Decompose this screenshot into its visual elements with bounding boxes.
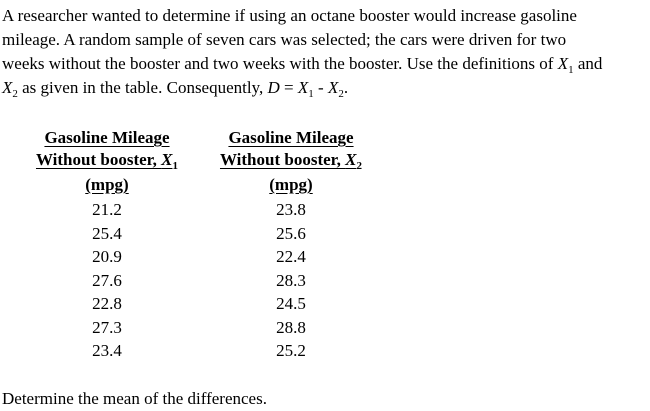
heading-text: Without booster, bbox=[219, 150, 346, 169]
var-x: X bbox=[557, 54, 569, 73]
column-heading bbox=[28, 127, 186, 196]
intro-line-4 bbox=[2, 76, 648, 100]
heading-var: X bbox=[161, 150, 173, 169]
table-cell: 27.3 bbox=[92, 317, 122, 337]
intro-line-3 bbox=[2, 52, 648, 76]
column-without-booster-x1 bbox=[28, 127, 186, 363]
var-x: X bbox=[297, 78, 309, 97]
table-cell: 21.2 bbox=[92, 200, 122, 219]
intro-line-3-text: weeks without the booster and two weeks with the booster. Use the definitions of bbox=[2, 54, 558, 73]
table-cell: 23.8 bbox=[276, 200, 306, 219]
column-heading bbox=[212, 127, 370, 196]
intro-line-4-text: as given in the table. Consequently, bbox=[17, 78, 268, 97]
heading-line-1: Gasoline Mileage bbox=[44, 128, 170, 147]
heading-subscript: 1 bbox=[172, 160, 178, 172]
table-cell: 24.5 bbox=[276, 294, 306, 313]
table-cell: 22.4 bbox=[276, 247, 306, 266]
value-list bbox=[212, 198, 370, 363]
heading-subscript: 2 bbox=[356, 160, 362, 172]
var-x: X bbox=[327, 78, 339, 97]
subscript-2: 2 bbox=[12, 88, 18, 100]
heading-line-2 bbox=[36, 149, 178, 171]
var-d: D bbox=[267, 78, 280, 97]
heading-unit: (mpg) bbox=[269, 175, 313, 194]
heading-text: Without booster, bbox=[35, 150, 162, 169]
table-cell: 28.3 bbox=[276, 270, 306, 290]
value-list bbox=[28, 198, 186, 363]
intro-line-3-end: and bbox=[573, 54, 603, 73]
question-text: Determine the mean of the differences. bbox=[2, 389, 267, 408]
table-cell: 20.9 bbox=[92, 247, 122, 266]
subscript-2: 2 bbox=[338, 88, 344, 100]
table-cell: 25.6 bbox=[276, 223, 306, 243]
heading-line-1: Gasoline Mileage bbox=[228, 128, 354, 147]
problem-statement bbox=[2, 4, 648, 100]
table-cell: 23.4 bbox=[92, 341, 122, 360]
column-with-booster-x2 bbox=[212, 127, 370, 363]
intro-line-2: mileage. A random sample of seven cars was selected; the cars were driven for two bbox=[2, 30, 567, 49]
table-cell: 22.8 bbox=[92, 294, 122, 313]
period: . bbox=[343, 78, 349, 97]
heading-unit: (mpg) bbox=[85, 175, 129, 194]
var-x: X bbox=[2, 78, 13, 97]
heading-var: X bbox=[345, 150, 357, 169]
table-cell: 28.8 bbox=[276, 317, 306, 337]
minus-sign: - bbox=[313, 78, 328, 97]
equals-sign: = bbox=[279, 78, 298, 97]
table-cell: 27.6 bbox=[92, 270, 122, 290]
subscript-1: 1 bbox=[308, 88, 314, 100]
table-cell: 25.2 bbox=[276, 341, 306, 360]
subscript-1: 1 bbox=[568, 64, 574, 76]
intro-line-1: A researcher wanted to determine if using an octane booster would increase gasoline bbox=[2, 6, 577, 25]
table-cell: 25.4 bbox=[92, 223, 122, 243]
heading-line-2 bbox=[220, 149, 362, 171]
